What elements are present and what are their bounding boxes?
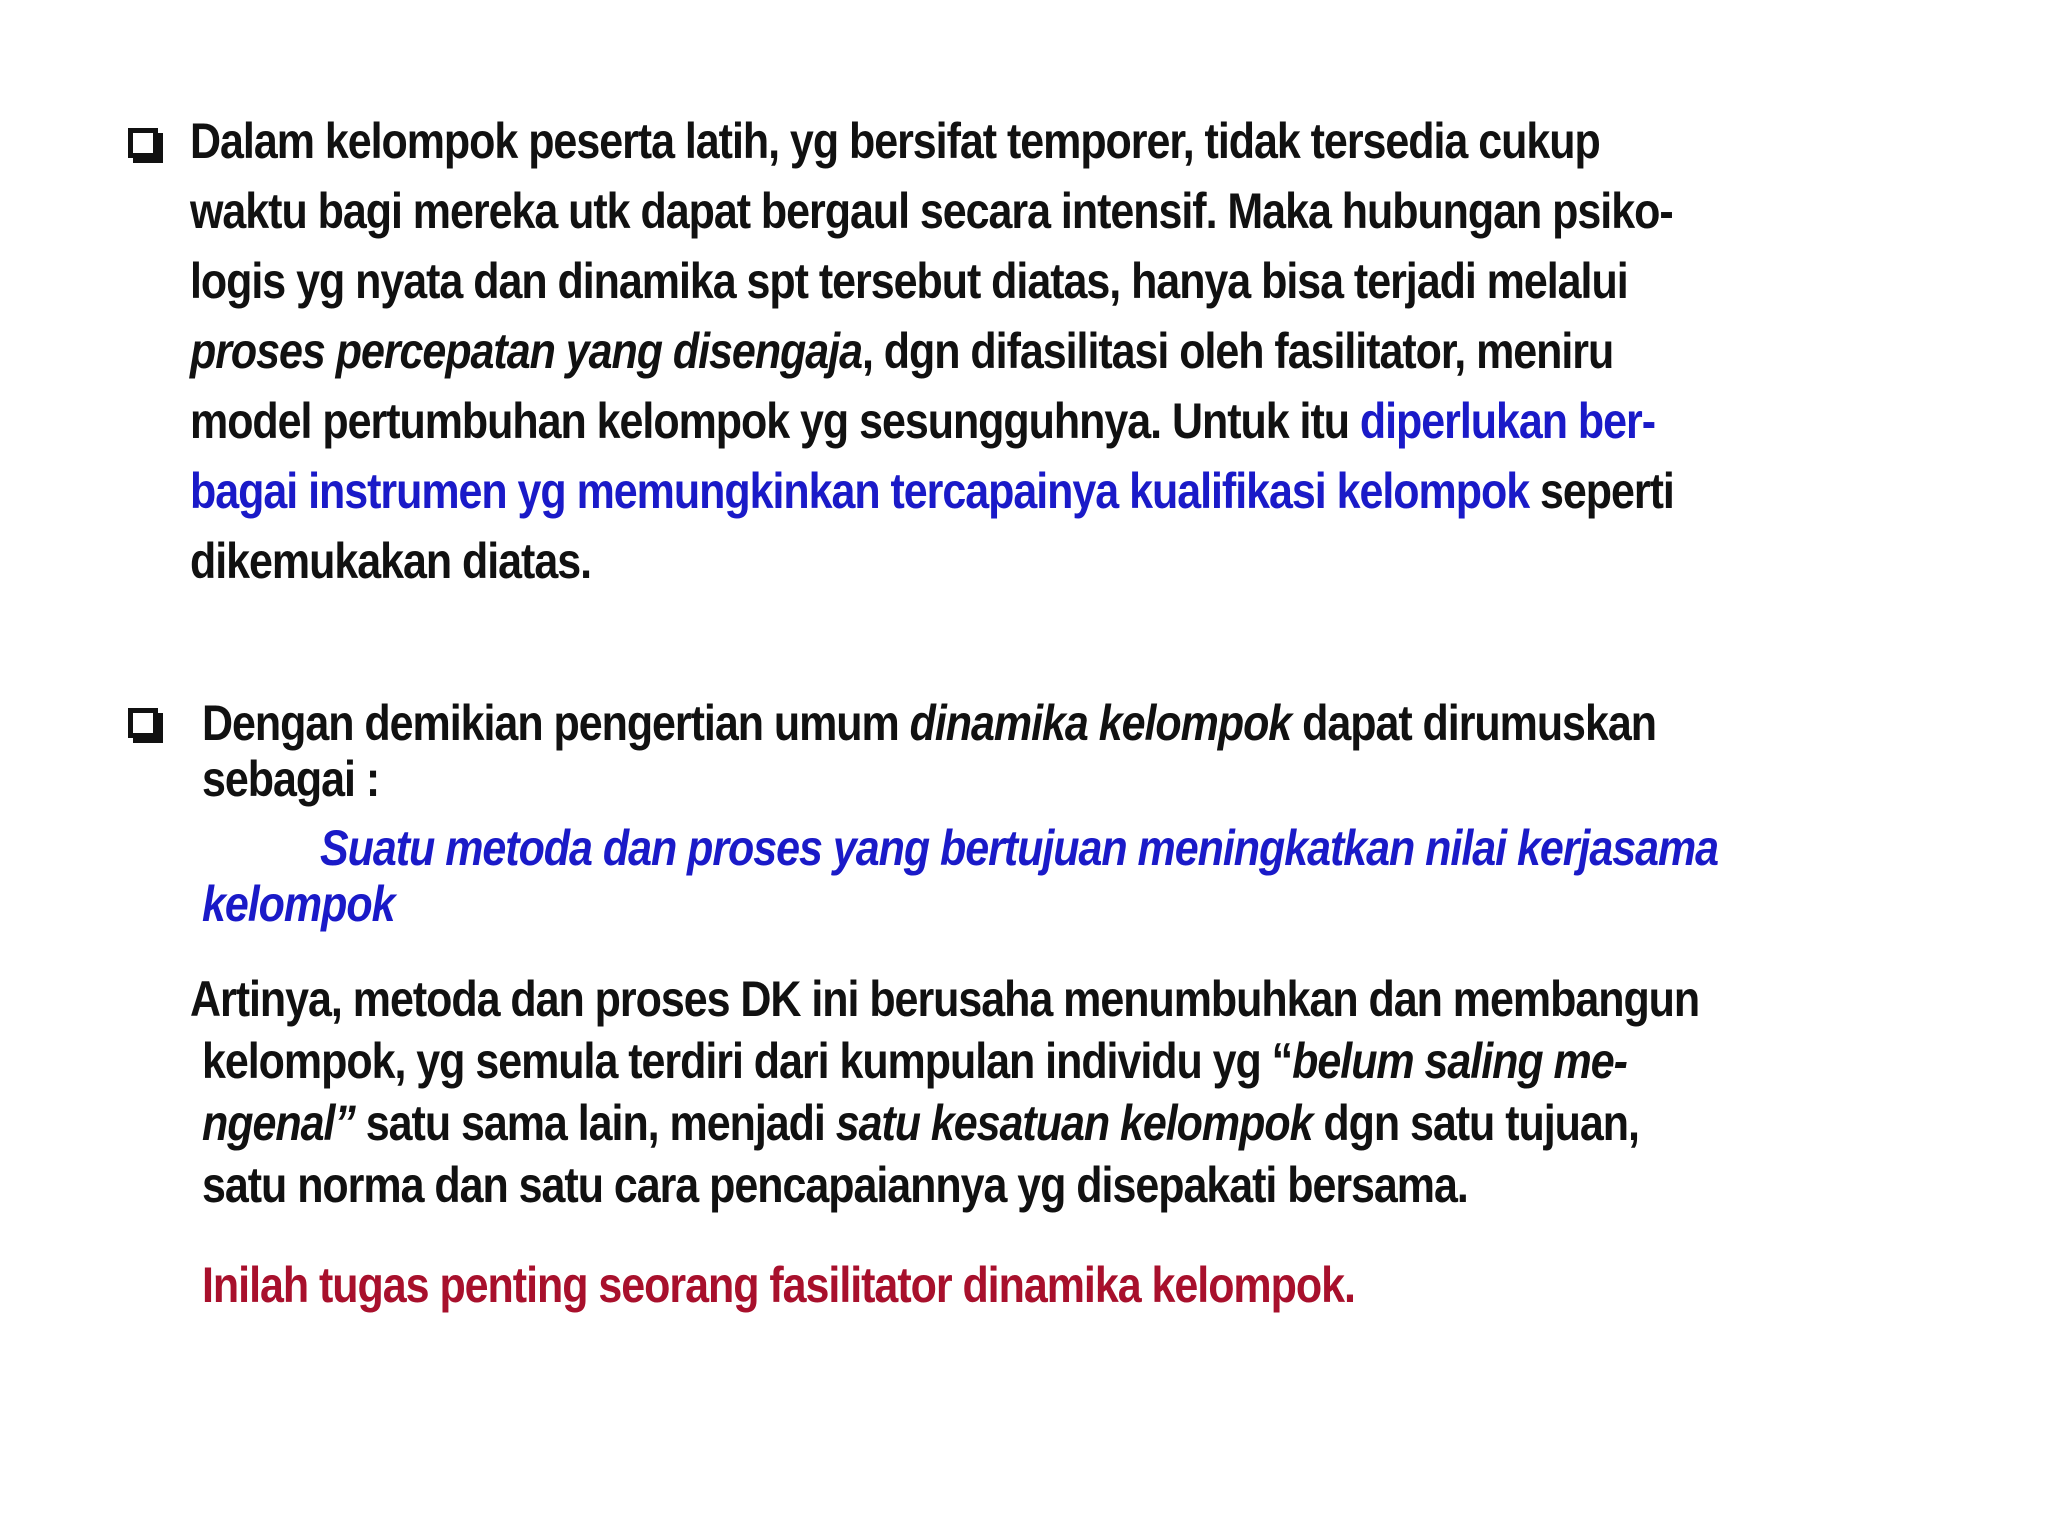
section2-line-2: sebagai : bbox=[202, 751, 380, 807]
definition-line-2: kelompok bbox=[202, 876, 395, 932]
section1-line-2: waktu bagi mereka utk dapat bergaul secara intensif. Maka hubungan psiko- bbox=[190, 183, 1673, 239]
artinya-line-2: kelompok, yg semula terdiri dari kumpulan individu yg “belum saling me- bbox=[202, 1033, 1627, 1089]
italic-term: dinamika kelompok bbox=[909, 695, 1292, 751]
closing-statement: Inilah tugas penting seorang fasilitator dinamika kelompok. bbox=[202, 1257, 1355, 1313]
artinya-line-1: Artinya, metoda dan proses DK ini berusaha menumbuhkan dan membangun bbox=[190, 971, 1700, 1027]
artinya-line-4: satu norma dan satu cara pencapaiannya yg disepakati bersama. bbox=[202, 1157, 1468, 1213]
hollow-square-bullet-icon bbox=[128, 128, 158, 158]
hollow-square-bullet-icon bbox=[128, 708, 158, 738]
blue-highlight: bagai instrumen yg memungkinkan tercapainya kualifikasi kelompok bbox=[190, 463, 1530, 519]
section1-line-6: bagai instrumen yg memungkinkan tercapainya kualifikasi kelompok seperti bbox=[190, 463, 1674, 519]
definition-line-1: Suatu metoda dan proses yang bertujuan meningkatkan nilai kerjasama bbox=[320, 820, 1719, 876]
artinya-line-3: ngenal” satu sama lain, menjadi satu kesatuan kelompok dgn satu tujuan, bbox=[202, 1095, 1639, 1151]
italic-phrase: proses percepatan yang disengaja bbox=[190, 323, 862, 379]
section1-line-1: Dalam kelompok peserta latih, yg bersifat temporer, tidak tersedia cukup bbox=[190, 113, 1600, 169]
section1-line-5: model pertumbuhan kelompok yg sesungguhnya. Untuk itu diperlukan ber- bbox=[190, 393, 1656, 449]
blue-highlight: diperlukan ber- bbox=[1359, 393, 1656, 449]
section2-line-1: Dengan demikian pengertian umum dinamika kelompok dapat dirumuskan bbox=[202, 695, 1656, 751]
section1-line-7: dikemukakan diatas. bbox=[190, 533, 592, 589]
section1-line-4: proses percepatan yang disengaja, dgn difasilitasi oleh fasilitator, meniru bbox=[190, 323, 1614, 379]
section1-line-3: logis yg nyata dan dinamika spt tersebut diatas, hanya bisa terjadi melalui bbox=[190, 253, 1628, 309]
